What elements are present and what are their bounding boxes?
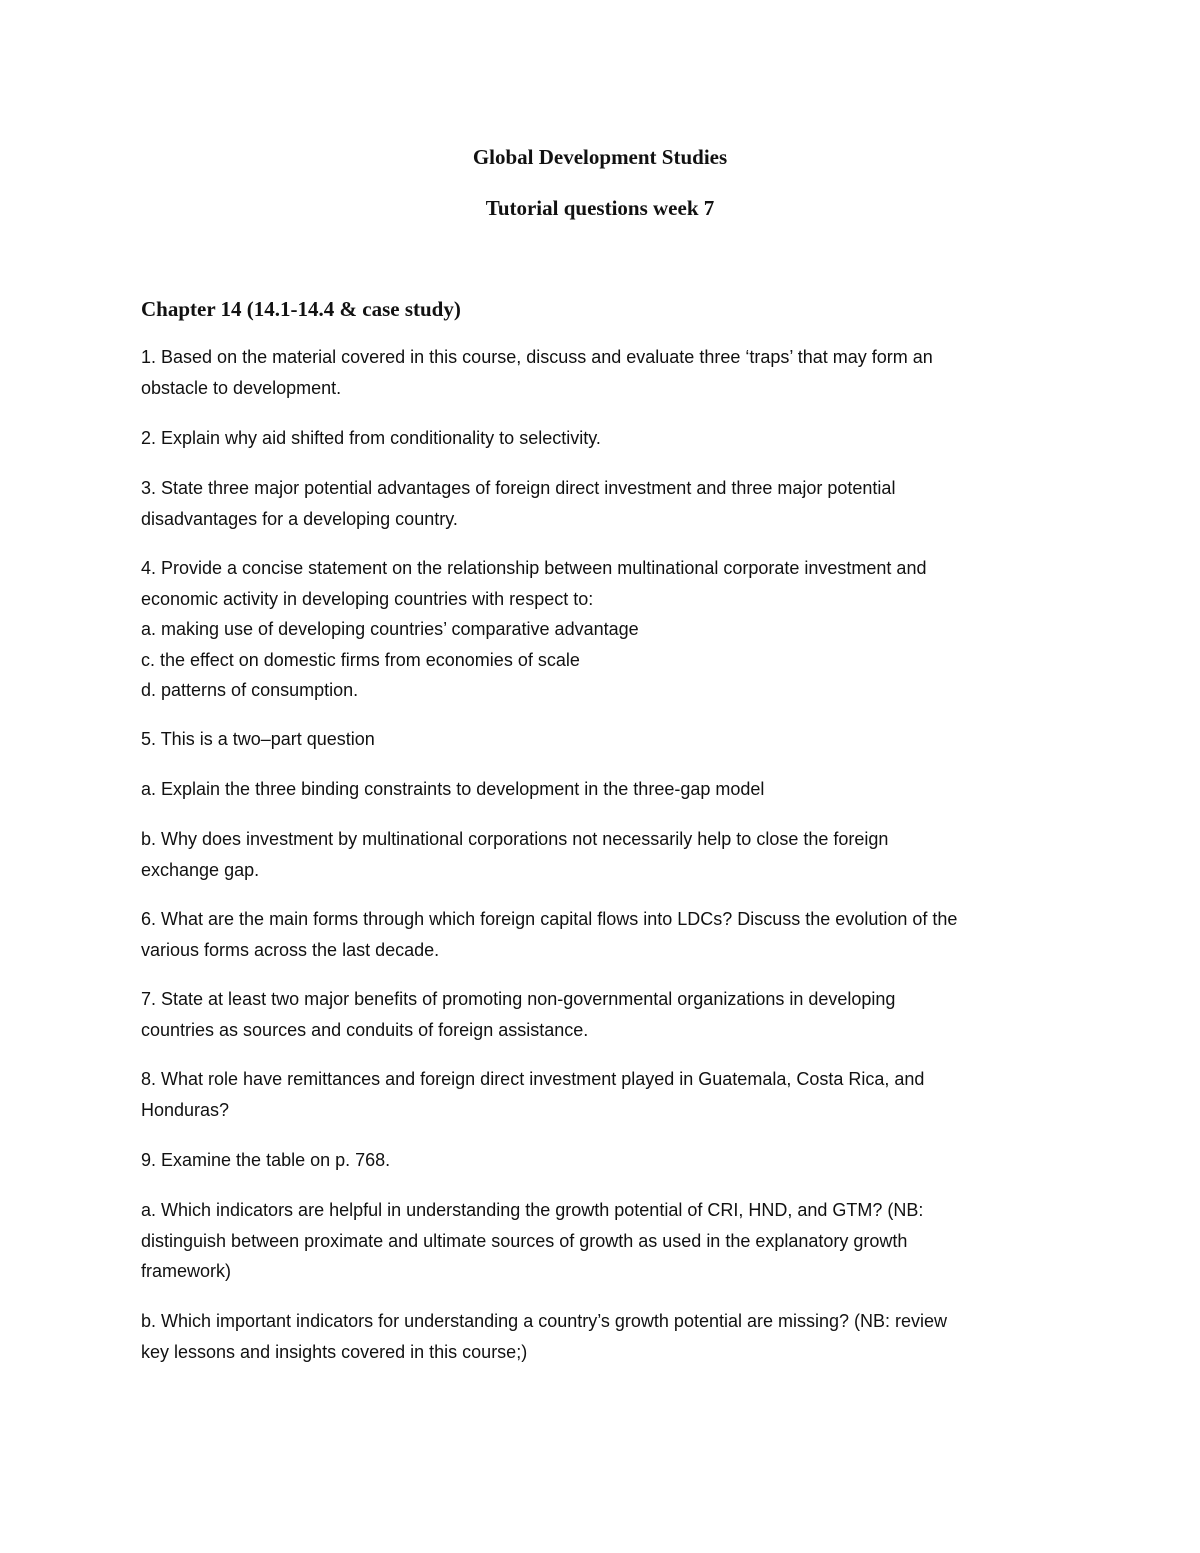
question-6-line-1: 6. What are the main forms through which foreign capital flows into LDCs? Discuss the evolution of the (141, 909, 958, 929)
question-2-line-1: 2. Explain why aid shifted from conditionality to selectivity. (141, 428, 601, 448)
question-3 (141, 473, 1061, 534)
document-subtitle: Tutorial questions week 7 (485, 196, 715, 220)
question-9-line-1: 9. Examine the table on p. 768. (141, 1150, 391, 1170)
question-1 (141, 342, 1061, 403)
question-3-line-2: disadvantages for a developing country. (141, 508, 458, 529)
question-4-item-a: a. making use of developing countries’ comparative advantage (141, 619, 639, 639)
question-5-line-1: 5. This is a two–part question (141, 729, 375, 749)
question-2 (141, 423, 1061, 454)
question-5-part-a (141, 774, 1061, 805)
question-1-line-2: obstacle to development. (141, 377, 342, 398)
question-5-part-b (141, 824, 1061, 885)
question-7-line-2: countries as sources and conduits of foreign assistance. (141, 1019, 589, 1040)
question-7 (141, 984, 1061, 1045)
question-5-part-a-line: a. Explain the three binding constraints to development in the three-gap model (141, 779, 765, 799)
question-9 (141, 1145, 1061, 1176)
question-9-part-b (141, 1306, 1061, 1367)
question-9-part-a-line-1: a. Which indicators are helpful in understanding the growth potential of CRI, HND, and GTM? (NB: (141, 1200, 924, 1220)
question-4 (141, 553, 1061, 706)
question-8-line-2: Honduras? (141, 1099, 230, 1120)
question-5-part-b-line-1: b. Why does investment by multinational corporations not necessarily help to close the foreign (141, 829, 889, 849)
question-8 (141, 1064, 1061, 1125)
question-4-item-d: d. patterns of consumption. (141, 680, 359, 700)
question-1-line-1: 1. Based on the material covered in this course, discuss and evaluate three ‘traps’ that may form an (141, 347, 933, 367)
question-6-line-2: various forms across the last decade. (141, 939, 440, 960)
question-4-line-1: 4. Provide a concise statement on the relationship between multinational corporate investment and (141, 558, 927, 578)
question-3-line-1: 3. State three major potential advantages of foreign direct investment and three major potential (141, 478, 896, 498)
question-9-part-a-line-2: distinguish between proximate and ultimate sources of growth as used in the explanatory growth (141, 1230, 908, 1251)
question-7-line-1: 7. State at least two major benefits of promoting non-governmental organizations in developing (141, 989, 896, 1009)
question-9-part-b-line-2: key lessons and insights covered in this course;) (141, 1341, 528, 1362)
question-4-item-c: c. the effect on domestic firms from economies of scale (141, 649, 580, 670)
chapter-heading: Chapter 14 (14.1-14.4 & case study) (141, 297, 461, 321)
document-title: Global Development Studies (472, 145, 728, 169)
question-9-part-a (141, 1195, 1061, 1287)
question-5-part-b-line-2: exchange gap. (141, 859, 260, 880)
question-9-part-a-line-3: framework) (141, 1261, 232, 1281)
question-9-part-b-line-1: b. Which important indicators for understanding a country’s growth potential are missing? (NB: review (141, 1311, 948, 1331)
question-8-line-1: 8. What role have remittances and foreign direct investment played in Guatemala, Costa Rica, and (141, 1069, 925, 1089)
question-6 (141, 904, 1061, 965)
question-5 (141, 724, 1061, 755)
question-4-line-2: economic activity in developing countries with respect to: (141, 588, 594, 609)
